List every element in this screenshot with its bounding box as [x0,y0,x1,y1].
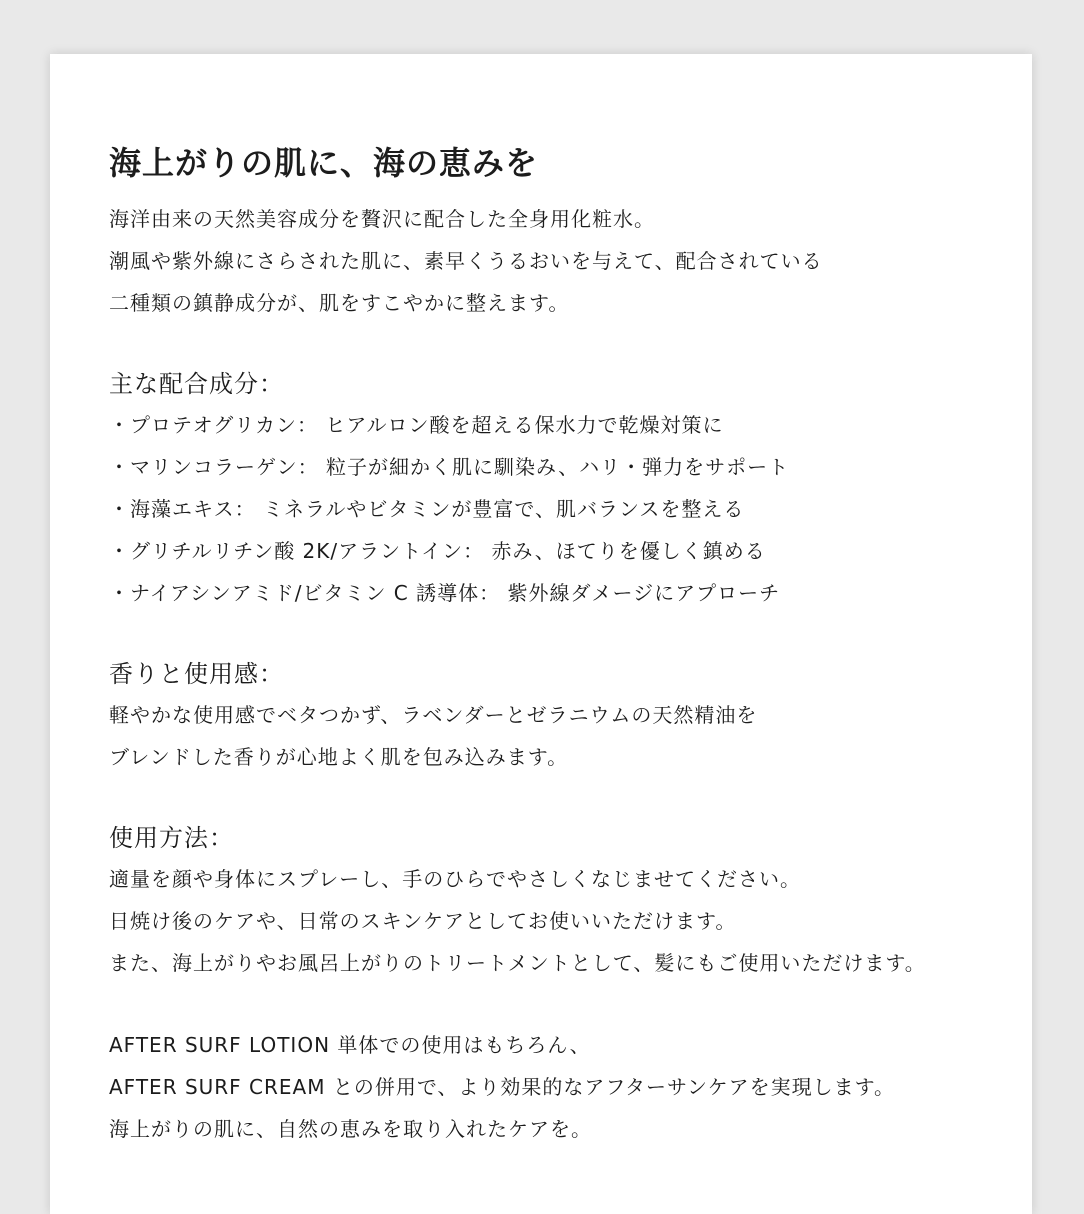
closing-line: AFTER SURF CREAM との併用で、より効果的なアフターサンケアを実現します。 [109,1075,896,1099]
ingredients-section [109,364,1009,614]
ingredient-item: ・グリチルリチン酸 2K/アラントイン： 赤み、ほてりを優しく鎮める [109,539,766,563]
scent-heading: 香りと使用感： [109,660,284,688]
intro-section [109,198,1009,324]
closing-section [109,1024,1009,1150]
ingredient-item: ・プロテオグリカン： ヒアルロン酸を超える保水力で乾燥対策に [109,413,724,437]
usage-heading: 使用方法： [109,824,234,852]
usage-line: 日焼け後のケアや、日常のスキンケアとしてお使いいただけます。 [109,909,737,933]
document-page [50,54,1032,1214]
scent-line: ブレンドした香りが心地よく肌を包み込みます。 [109,745,569,769]
closing-line: AFTER SURF LOTION 単体での使用はもちろん、 [109,1033,591,1057]
usage-line: また、海上がりやお風呂上がりのトリートメントとして、髪にもご使用いただけます。 [109,951,926,975]
ingredient-item: ・ナイアシンアミド/ビタミン C 誘導体： 紫外線ダメージにアプローチ [109,581,781,605]
document-content [109,142,1009,1190]
page-title: 海上がりの肌に、海の恵みを [109,144,539,182]
intro-line: 潮風や紫外線にさらされた肌に、素早くうるおいを与えて、配合されている [109,249,823,273]
ingredient-item: ・海藻エキス： ミネラルやビタミンが豊富で、肌バランスを整える [109,497,745,521]
usage-section [109,818,1009,984]
usage-line: 適量を顔や身体にスプレーし、手のひらでやさしくなじませてください。 [109,867,801,891]
intro-line: 海洋由来の天然美容成分を贅沢に配合した全身用化粧水。 [109,207,655,231]
ingredients-heading: 主な配合成分： [109,370,284,398]
scent-line: 軽やかな使用感でベタつかず、ラベンダーとゼラニウムの天然精油を [109,703,758,727]
closing-line: 海上がりの肌に、自然の恵みを取り入れたケアを。 [109,1117,592,1141]
intro-line: 二種類の鎮静成分が、肌をすこやかに整えます。 [109,291,570,315]
ingredient-item: ・マリンコラーゲン： 粒子が細かく肌に馴染み、ハリ・弾力をサポート [109,455,790,479]
scent-section [109,654,1009,778]
